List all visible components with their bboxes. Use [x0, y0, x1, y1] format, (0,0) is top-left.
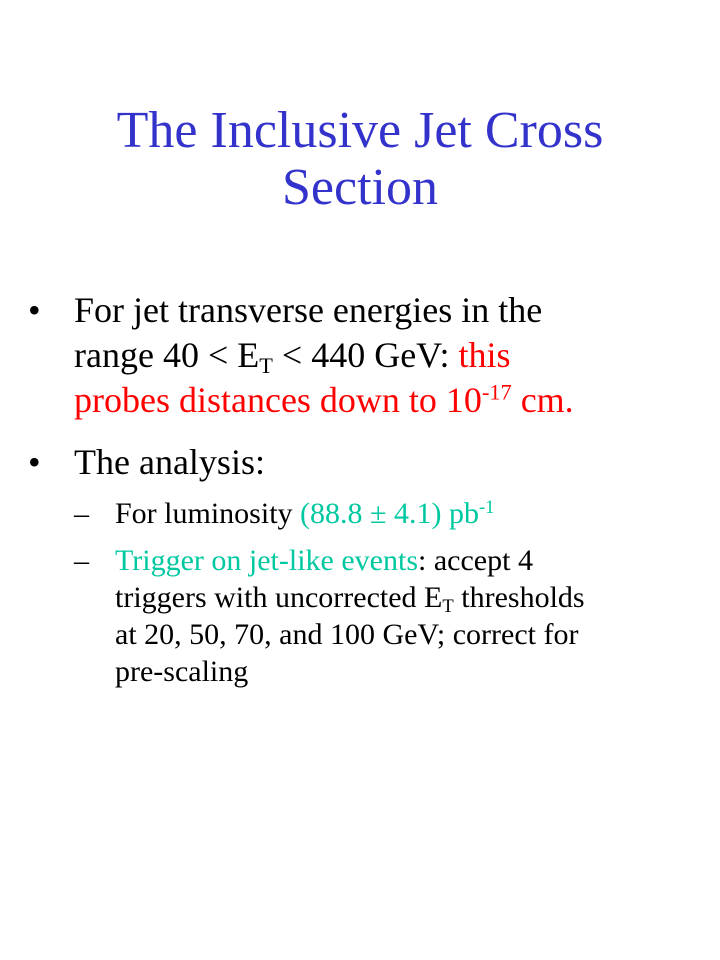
- title-line-2: Section: [282, 159, 438, 217]
- trigger-line-4: pre-scaling: [115, 655, 249, 688]
- trigger-highlight: Trigger on jet-like events: [115, 544, 419, 577]
- bullet-item-energy-range: [28, 288, 708, 423]
- bullet-1-line-3: probes distances down to $10^{-17}$ cm.: [74, 379, 574, 420]
- trigger-line-2: triggers with uncorrected $E_T$ thresholds: [115, 581, 585, 618]
- bullet-1-line-1: For jet transverse energies in the: [74, 290, 543, 330]
- bullet-2-text: The analysis:: [74, 442, 265, 482]
- slide-title: [40, 102, 680, 216]
- trigger-line-3: at 20, 50, 70, and 100 GeV; correct for: [115, 618, 579, 651]
- subscript-t: T: [259, 353, 273, 379]
- bullet-list: [28, 288, 708, 690]
- bullet-marker: •: [28, 290, 41, 330]
- luminosity-value: (88.8 ± 4.1) $pb^{-1}$: [300, 496, 495, 530]
- trigger-line-1-tail: : accept 4: [418, 544, 533, 577]
- title-line-1: The Inclusive Jet Cross: [116, 102, 604, 159]
- dash-marker: –: [74, 544, 89, 577]
- subitem-trigger: [28, 542, 708, 690]
- dash-marker: –: [74, 497, 89, 530]
- superscript-exponent: -17: [481, 379, 512, 405]
- bullet-item-analysis: [28, 440, 708, 485]
- luminosity-label: For luminosity: [115, 497, 301, 530]
- subitem-luminosity: [28, 495, 708, 532]
- red-highlight: this: [458, 335, 511, 375]
- bullet-marker: •: [28, 442, 41, 482]
- bullet-1-line-2: range $40 < E_T < 440$ GeV: this: [74, 335, 511, 379]
